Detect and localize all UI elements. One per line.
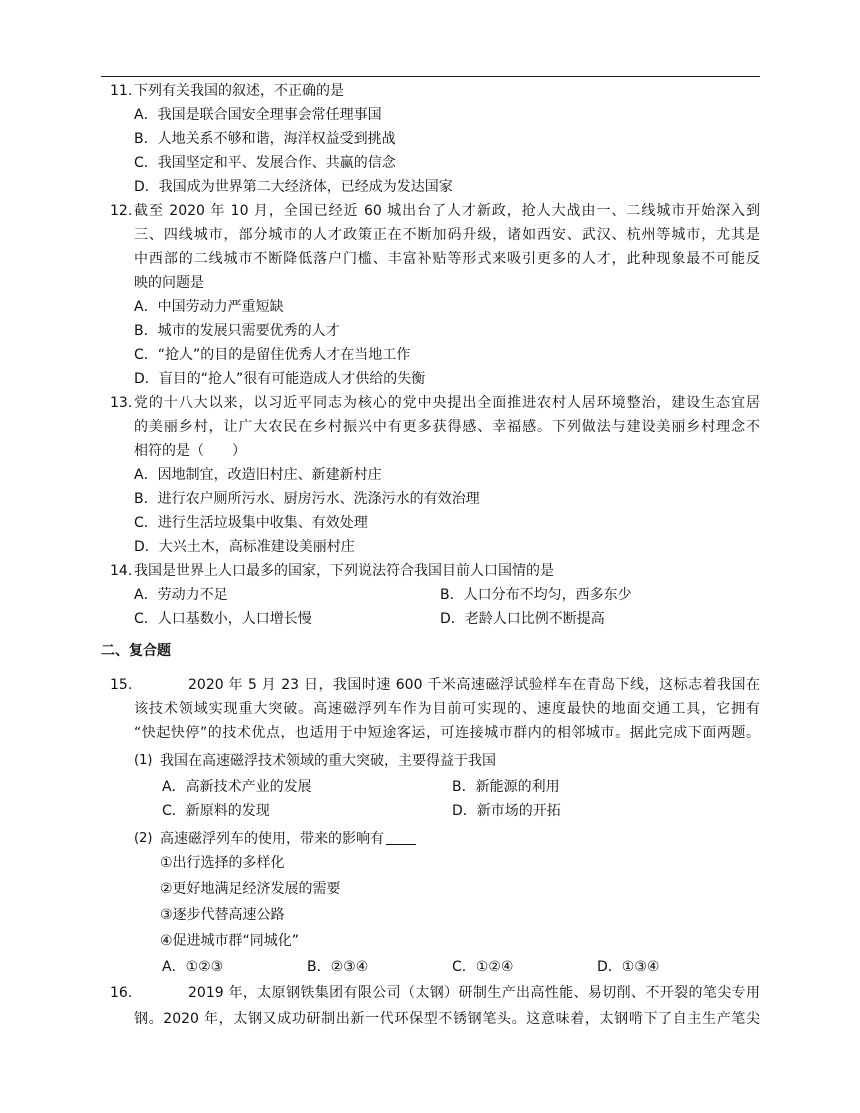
option-c[interactable]: C．进行生活垃圾集中收集、有效处理 (134, 515, 368, 531)
sub-question-stem-wrap (160, 829, 416, 849)
answer-blank[interactable] (386, 830, 416, 845)
option-c[interactable]: C．“抢人”的目的是留住优秀人才在当地工作 (134, 347, 411, 363)
option-b[interactable]: B．进行农户厕所污水、厨房污水、洗涤污水的有效治理 (134, 491, 480, 507)
option-a[interactable]: A．我国是联合国安全理事会常任理事国 (134, 107, 382, 123)
question-stem: 下列有关我国的叙述，不正确的是 (134, 83, 344, 99)
option-b[interactable]: B．新能源的利用 (452, 779, 560, 795)
question-number: 12. (110, 203, 133, 219)
question-number: 13. (110, 395, 133, 411)
option-a[interactable]: A．劳动力不足 (134, 587, 228, 603)
sub-question-number: (2) (134, 831, 153, 846)
statement-item: ②更好地满足经济发展的需要 (160, 881, 341, 897)
sub-question-stem: 高速磁浮列车的使用，带来的影响有 (160, 831, 384, 847)
sub-question-stem: 我国在高速磁浮技术领域的重大突破，主要得益于我国 (160, 753, 496, 769)
section-heading: 二、复合题 (101, 643, 171, 659)
option-c[interactable]: C．我国坚定和平、发展合作、共赢的信念 (134, 155, 396, 171)
question-stem-line: 的美丽乡村，让广大农民在乡村振兴中有更多获得感、幸福感。下列做法与建设美丽乡村理念不 (134, 419, 760, 435)
option-d[interactable]: D．盲目的“抢人”很有可能造成人才供给的失衡 (134, 371, 426, 387)
question-stem-line: 截至 2020 年 10 月，全国已经近 60 城出台了人才新政，抢人大战由一、二线城市开始深入到 (134, 203, 760, 219)
header-rule (101, 76, 760, 77)
option-d[interactable]: D．我国成为世界第二大经济体，已经成为发达国家 (134, 179, 453, 195)
option-a[interactable]: A．①②③ (162, 959, 224, 975)
statement-item: ①出行选择的多样化 (160, 855, 285, 871)
option-d[interactable]: D．老龄人口比例不断提高 (440, 611, 605, 627)
option-c[interactable]: C．①②④ (452, 959, 514, 975)
option-b[interactable]: B．人地关系不够和谐，海洋权益受到挑战 (134, 131, 396, 147)
question-stem-line: 2020 年 5 月 23 日，我国时速 600 千米高速磁浮试验样车在青岛下线，这标志着我国在 (188, 677, 760, 693)
question-stem-line: 钢。2020 年，太钢又成功研制出新一代环保型不锈钢笔头。这意味着，太钢啃下了自主生产笔尖 (134, 1011, 760, 1027)
question-stem-line: 相符的是（ ） (134, 443, 246, 459)
option-c[interactable]: C．人口基数小，人口增长慢 (134, 611, 312, 627)
statement-item: ③逐步代替高速公路 (160, 907, 285, 923)
question-number: 14. (110, 563, 133, 579)
question-number: 11. (110, 83, 133, 99)
question-stem-line: 2019 年，太原钢铁集团有限公司（太钢）研制生产出高性能、易切削、不开裂的笔尖专用 (188, 985, 760, 1001)
statement-item: ④促进城市群“同城化” (160, 933, 300, 949)
question-stem-line: 中西部的二线城市不断降低落户门槛、丰富补贴等形式来吸引更多的人才，此种现象最不可能反 (134, 251, 760, 267)
question-number: 15. (110, 677, 133, 693)
question-stem-line: 该技术领域实现重大突破。高速磁浮列车作为目前可实现的、速度最快的地面交通工具，它拥有 (134, 701, 760, 717)
question-stem-line: “快起快停”的技术优点，也适用于中短途客运，可连接城市群内的相邻城市。据此完成下面两题。 (134, 725, 760, 741)
question-stem-line: 映的问题是 (134, 275, 204, 291)
option-a[interactable]: A．高新技术产业的发展 (162, 779, 312, 795)
sub-question-number: (1) (134, 753, 153, 768)
question-stem-line: 三、四线城市，部分城市的人才政策正在不断加码升级，诸如西安、武汉、杭州等城市，尤其是 (134, 227, 760, 243)
option-a[interactable]: A．中国劳动力严重短缺 (134, 299, 284, 315)
option-d[interactable]: D．新市场的开拓 (452, 803, 561, 819)
option-a[interactable]: A．因地制宜，改造旧村庄、新建新村庄 (134, 467, 382, 483)
option-d[interactable]: D．大兴土木，高标准建设美丽村庄 (134, 539, 355, 555)
option-c[interactable]: C．新原料的发现 (162, 803, 270, 819)
option-d[interactable]: D．①③④ (597, 959, 660, 975)
option-b[interactable]: B．人口分布不均匀，西多东少 (440, 587, 632, 603)
question-stem-line: 党的十八大以来，以习近平同志为核心的党中央提出全面推进农村人居环境整治，建设生态宜居 (134, 395, 760, 411)
question-number: 16. (110, 985, 133, 1001)
option-b[interactable]: B．城市的发展只需要优秀的人才 (134, 323, 340, 339)
option-b[interactable]: B．②③④ (307, 959, 369, 975)
question-stem: 我国是世界上人口最多的国家，下列说法符合我国目前人口国情的是 (134, 563, 554, 579)
